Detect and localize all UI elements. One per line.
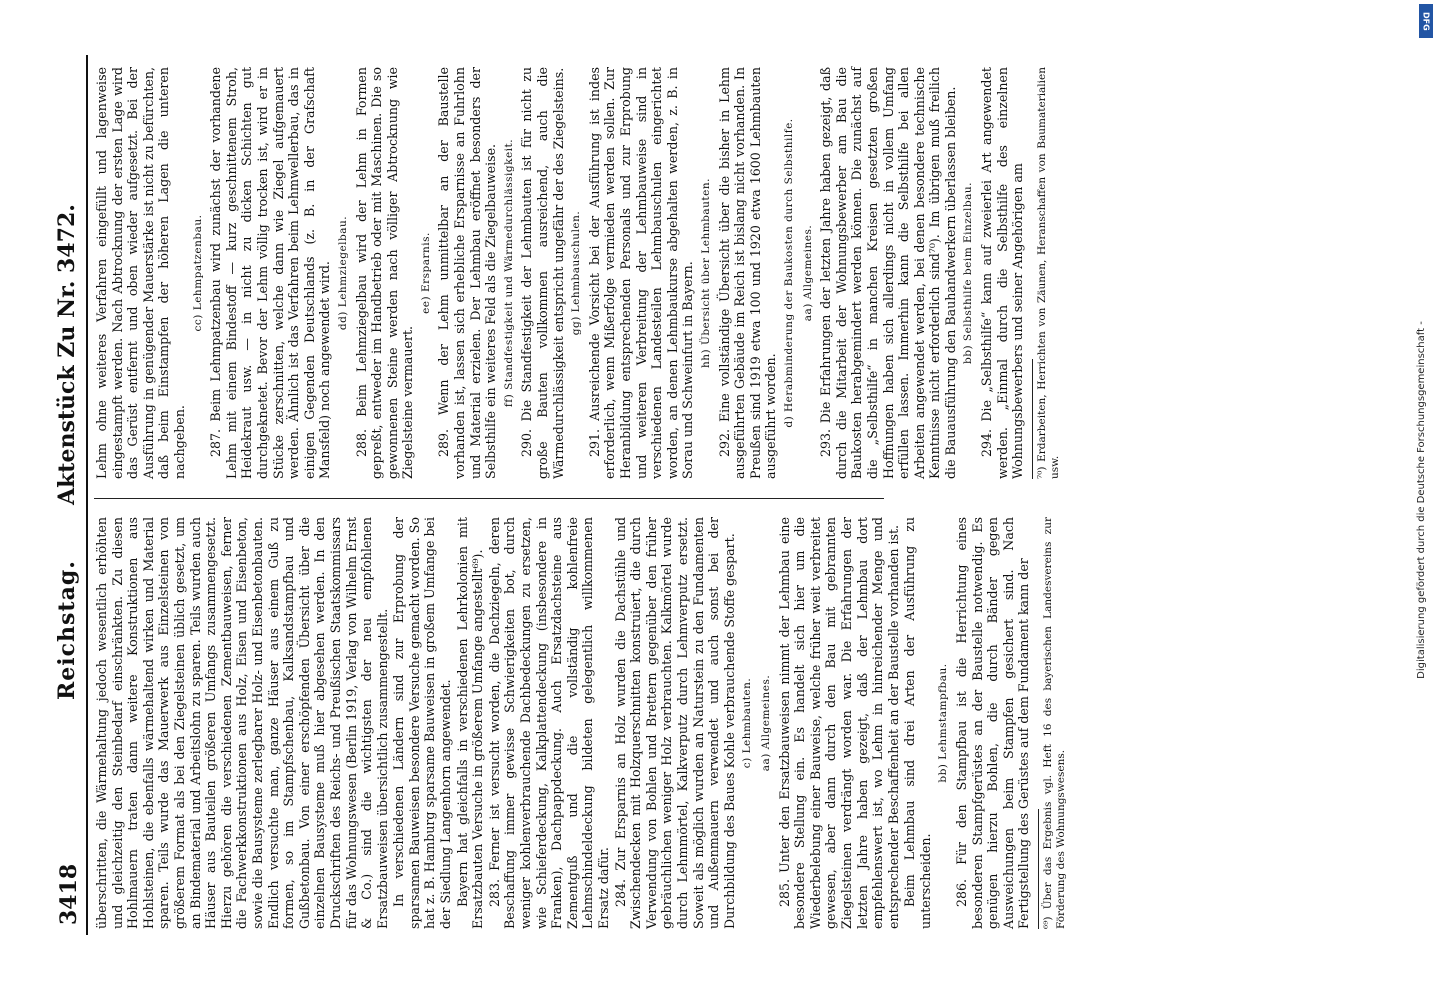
paragraph: 287. Beim Lehmpatzenbau wird zunächst der vorhandene Lehm mit einem Bindestoff — kurz geschnittenem Stroh, Heidekraut usw. — in nicht zu dicken Schichten gut durchgeknetet. Bevor der Lehm völlig trocken ist, wird er in Stücke zerschnitten, welche dann wie Ziegel aufgemauert werden. Ähnlich ist das Verfahren beim Lehmwellerbau, das in einigen Gegenden Deutschlands (z. B. in der Grafschaft Mansfeld) noch angewendet wird. <box>208 67 333 479</box>
section-heading: dd) Lehmziegelbau. <box>336 215 349 331</box>
document-page <box>50 55 1410 935</box>
footnote-rule <box>1032 359 1033 479</box>
paragraph: 289. Wenn der Lehm unmittelbar an der Baustelle vorhanden ist, lassen sich erhebliche Ersparnisse an Fuhrlohn und Material erzielen. Der Lehmbau eröffnet besonders der Selbsthilfe ein weiteres Feld als die Ziegelbauweise. <box>436 67 499 479</box>
paragraph: 288. Beim Lehmziegelbau wird der Lehm in Formen gepreßt, entweder im Handbetrieb oder mit Maschinen. Die so gewonnenen Steine werden nach völliger Abtrocknung wie Ziegelsteine vermauert. <box>353 67 416 479</box>
paragraph: In verschiedenen Ländern sind zur Erprobung der sparsamen Bauweisen besondere Versuche gemacht worden. So hat z. B. Hamburg sparsame Bauweisen in großem Umfange bei der Siedlung Langenhorn angewendet. <box>391 517 454 929</box>
dfg-logo: DFG <box>1419 4 1433 38</box>
paragraph: überschritten, die Wärmehaltung jedoch wesentlich erhöhten und gleichzeitig den Steinbedarf einschränkten. Zu diesen Hohlmauern traten dann weitere Konstruktionen aus Hohlsteinen, die ebenfalls wärmehaltend wirken und Material sparen. Teils wurde das Mauerwerk aus Einzelsteinen von größerem Format als bei den Ziegelsteinen üblich gesetzt, um an Bindematerial und Arbeitslohn zu sparen. Teils wurden auch Häuser aus Bauteilen größeren Umfangs zusammengesetzt. Hierzu gehören die verschiedenen Zementbauweisen, ferner die Fachwerkkonstruktionen aus Holz, Eisen und Eisenbeton, sowie die Bausysteme zerlegbarer Holz- und Eisenbetonbauten. Endlich versuchte man, ganze Häuser aus einem Guß zu formen, so im Stampfschenbau, Kalksandstampfbau und Gußbetonbau. Von einer erschöpfenden Übersicht über die einzelnen Bausysteme muß hier abgesehen werden. In den Druckschriften des Reichs- und Preußischen Staatskommissars für das Wohnungswesen (Berlin 1919, Verlag von Wilhelm Ernst & Co.) sind die wichtigsten der neu empfohlenen Ersatzbauweisen übersichtlich zusammengestellt. <box>94 517 390 929</box>
page-number: 3418 <box>56 863 82 925</box>
left-column <box>94 517 1068 929</box>
paragraph: 284. Zur Ersparnis an Holz wurden die Dachstühle und Zwischendecken mit Holzquerschnitten konstruiert, die durch Verwendung von Bohlen und Brettern gegenüber den früher gebräuchlichen weniger Holz verbrauchten. Kalkmörtel wurde durch Lehmmörtel, Kalkverputz durch Lehmverputz ersetzt. Soweit als möglich wurden an Naturstein zu den Fundamenten und Außenmauern verwendet und auch sonst bei der Durchbildung des Baues Kohle verbrauchende Stoffe gespart. <box>612 517 737 929</box>
paragraph: 286. Für den Stampfbau ist die Herrichtung eines besonderen Stampfgerüstes an der Baustelle notwendig. Es genügen hierzu Bohlen, die durch Bänder gegen Ausweichungen beim Stampfen gesichert sind. Nach Fertigstellung des Gerüstes auf dem Fundament kann der <box>954 517 1032 929</box>
section-heading: c) Lehmbauten. <box>741 677 754 769</box>
paragraph: 283. Ferner ist versucht worden, die Dachziegeln, deren Beschaffung immer gewisse Schwierigkeiten bot, durch weniger kohlenverbrauchende Dachbedeckungen zu ersetzen, wie Schieferdeckung, Kalkplattendeckung (insbesondere in Franken), Dachpappdeckung. Auch Ersatzdachsteine aus Zementguß und die vollständig kohlenfreie Lehmschindeldeckung bildeten gelegentlich willkommenen Ersatz dafür. <box>486 517 611 929</box>
paragraph: 291. Ausreichende Vorsicht bei der Ausführung ist indes erforderlich, wenn Mißerfolge vermieden werden sollen. Zur Heranbildung entsprechenden Personals und zur Erprobung und weiteren Verbreitung der Lehmbauweise sind in verschiedenen Landesteilen Lehmbauschulen eingerichtet worden, an denen Lehmbaukurse abgehalten werden, z. B. in Sorau und Schweinfurt in Bayern. <box>586 67 696 479</box>
page-header <box>50 55 88 935</box>
section-heading: aa) Allgemeines. <box>801 224 814 322</box>
section-heading: ee) Ersparnis. <box>419 232 432 314</box>
paragraph: Bayern hat gleichfalls in verschiedenen Lehrkolonien mit Ersatzbauten Versuche in größerem Umfange angestellt⁶⁹). <box>454 517 486 929</box>
paragraph: Beim Lehmbau sind drei Arten der Ausführung zu unterscheiden. <box>902 517 933 929</box>
section-heading: bb) Lehmstampfbau. <box>937 663 950 783</box>
paragraph: 292. Eine vollständige Übersicht über die bisher in Lehm ausgeführten Gebäude im Reich ist bislang nicht vorhanden. In Preußen sind 1919 etwa 100 und 1920 etwa 1600 Lehmbauten ausgeführt worden. <box>716 67 779 479</box>
section-heading: ff) Standfestigkeit und Wärmedurchlässigkeit. <box>502 138 515 408</box>
header-right-title: Aktenstück Zu Nr. 3472. <box>54 204 80 505</box>
column-divider <box>94 498 884 499</box>
section-heading: hh) Übersicht über Lehmbauten. <box>699 178 712 368</box>
section-heading: bb) Selbsthilfe beim Einzelbau. <box>962 182 975 364</box>
paragraph: Lehm ohne weiteres Verfahren eingefüllt und lagenweise eingestampft werden. Nach Abtrocknung der ersten Lage wird das Gerüst entfernt und oben wieder aufgesetzt. Bei der Ausführung in genügender Mauerstärke ist nicht zu befürchten, daß beim Einstampfen der höheren Lagen die unteren nachgeben. <box>94 67 187 479</box>
section-heading: aa) Allgemeines. <box>759 674 772 772</box>
digitization-note: Digitalisierung gefördert durch die Deutsche Forschungsgemeinschaft - <box>1416 321 1427 679</box>
right-column <box>94 67 1061 479</box>
header-left-title: Reichstag. <box>54 560 80 700</box>
paragraph: 293. Die Erfahrungen der letzten Jahre haben gezeigt, daß durch die Mitarbeit der Wohnungsbewerber am Bau die Baukosten herabgemindert werden können. Die zunächst auf die „Selbsthilfe“ in manchen Kreisen gesetzten großen Hoffnungen haben sich allerdings nicht in vollem Umfang erfüllen lassen. Immerhin kann die Selbsthilfe bei allen Arbeiten angewendet werden, bei denen besondere technische Kenntnisse nicht erforderlich sind⁷⁰). Im übrigen muß freilich die Bauausführung den Bauhandwerkern überlassen bleiben. <box>818 67 958 479</box>
section-heading: d) Herabminderung der Baukosten durch Selbsthilfe. <box>782 118 795 428</box>
paragraph: 294. Die „Selbsthilfe“ kann auf zweierlei Art angewendet werden. „Einmal durch die Selbsthilfe des einzelnen Wohnungsbewerbers und seiner Angehörigen am <box>979 67 1026 479</box>
paragraph: 285. Unter den Ersatzbauweisen nimmt der Lehmbau eine besondere Stellung ein. Es handelt sich hier um die Wiederbelebung einer Bauweise, welche früher weit verbreitet gewesen, aber dann durch den Bau mit gebrannten Ziegelsteinen verdrängt worden war. Die Erfahrungen der letzten Jahre haben gezeigt, daß der Lehmbau dort empfehlenswert ist, wo Lehm in hinreichender Menge und entsprechender Beschaffenheit an der Baustelle vorhanden ist. <box>776 517 901 929</box>
footnote: ⁷⁰) Erdarbeiten, Herrichten von Zäunen, Heranschaffen von Baumaterialien usw. <box>1035 67 1061 479</box>
section-heading: cc) Lehmpatzenbau. <box>191 214 204 332</box>
paragraph: 290. Die Standfestigkeit der Lehmbauten ist für nicht zu große Bauten vollkommen ausreichend, auch die Wärmedurchlässigkeit entspricht ungefähr der des Ziegelsteins. <box>519 67 566 479</box>
section-heading: gg) Lehmbauschulen. <box>570 210 583 336</box>
footnote: ⁶⁹) Über das Ergebnis vgl. Heft 16 des bayerischen Landesvereins zur Förderung des Wohnungswesens. <box>1042 517 1068 929</box>
footnote-rule <box>1038 809 1039 929</box>
